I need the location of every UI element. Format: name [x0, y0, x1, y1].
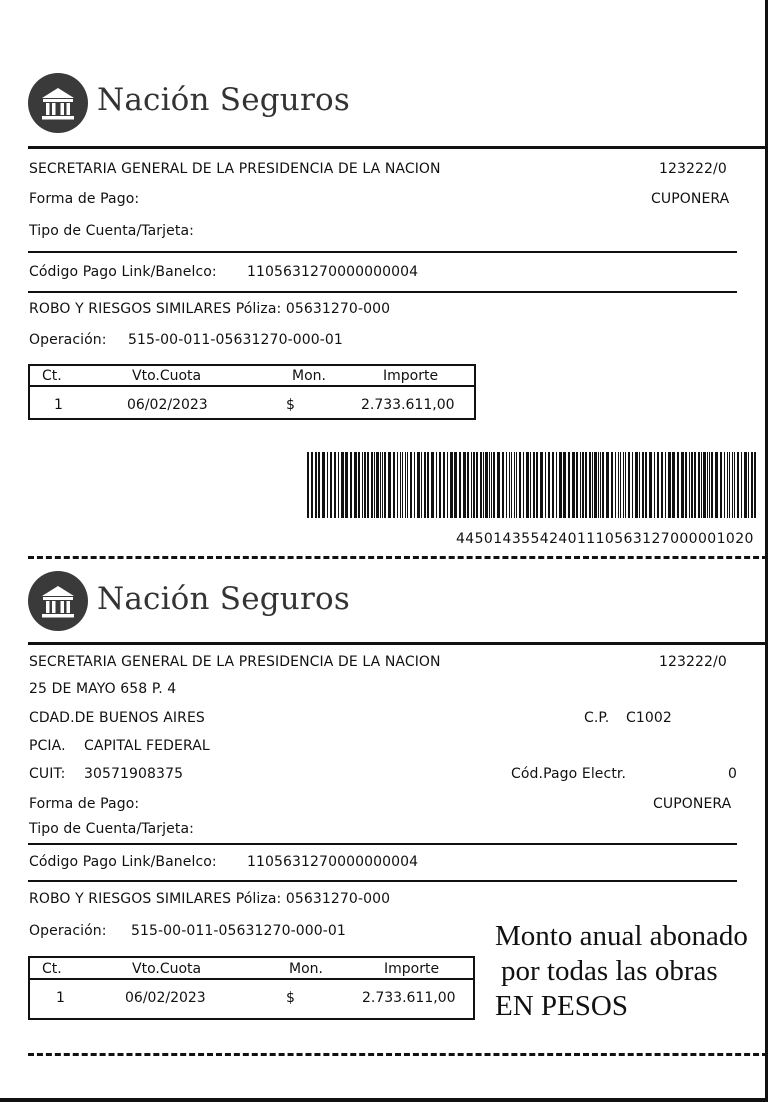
cell-mon: $	[286, 397, 295, 413]
postal-code-label: C.P.	[584, 710, 610, 726]
divider	[28, 291, 737, 293]
province-value: CAPITAL FEDERAL	[84, 738, 210, 754]
operation-value: 515-00-011-05631270-000-01	[131, 923, 346, 939]
col-header-ct: Ct.	[42, 368, 62, 384]
divider	[28, 843, 737, 845]
cell-ct: 1	[54, 397, 63, 413]
col-header-vto: Vto.Cuota	[132, 368, 202, 384]
client-number: 123222/0	[659, 654, 727, 670]
barcode-number: 44501435542401110563127000001020	[456, 531, 754, 547]
operation-label: Operación:	[29, 923, 107, 939]
bank-building-icon	[28, 73, 88, 133]
page-border-bottom	[0, 1098, 768, 1102]
client-number: 123222/0	[659, 161, 727, 177]
operation-value: 515-00-011-05631270-000-01	[128, 332, 343, 348]
annotation-line-1: Monto anual abonado	[495, 920, 748, 952]
brand-name: Nación Seguros	[97, 581, 350, 617]
cell-mon: $	[286, 990, 295, 1006]
electronic-code-label: Cód.Pago Electr.	[511, 766, 627, 782]
installment-table	[28, 364, 476, 420]
payment-form-label: Forma de Pago:	[29, 191, 140, 207]
brand-name: Nación Seguros	[97, 82, 350, 118]
divider	[28, 146, 768, 149]
electronic-code-value: 0	[728, 766, 738, 782]
cell-importe: 2.733.611,00	[362, 990, 456, 1006]
payment-form-label: Forma de Pago:	[29, 796, 140, 812]
organization-name: SECRETARIA GENERAL DE LA PRESIDENCIA DE LA NACION	[29, 654, 441, 670]
divider	[28, 251, 737, 253]
col-header-vto: Vto.Cuota	[132, 961, 202, 977]
cell-ct: 1	[56, 990, 65, 1006]
postal-code-value: C1002	[626, 710, 672, 726]
payment-form-value: CUPONERA	[653, 796, 732, 812]
col-header-importe: Importe	[383, 368, 439, 384]
link-code-value: 1105631270000000004	[247, 854, 419, 870]
col-header-mon: Mon.	[289, 961, 323, 977]
account-type-label: Tipo de Cuenta/Tarjeta:	[29, 223, 194, 239]
policy-line: ROBO Y RIESGOS SIMILARES Póliza: 05631270-000	[29, 301, 391, 317]
province-label: PCIA.	[29, 738, 66, 754]
cuit-value: 30571908375	[84, 766, 184, 782]
operation-label: Operación:	[29, 332, 107, 348]
payment-form-value: CUPONERA	[651, 191, 730, 207]
cell-vto: 06/02/2023	[127, 397, 208, 413]
col-header-importe: Importe	[384, 961, 440, 977]
barcode-icon	[307, 452, 766, 518]
col-header-mon: Mon.	[292, 368, 326, 384]
account-type-label: Tipo de Cuenta/Tarjeta:	[29, 821, 194, 837]
installment-table	[28, 956, 475, 1020]
cut-line	[28, 1053, 768, 1056]
cuit-label: CUIT:	[29, 766, 66, 782]
city: CDAD.DE BUENOS AIRES	[29, 710, 205, 726]
annotation-line-3: EN PESOS	[495, 990, 628, 1022]
link-code-value: 1105631270000000004	[247, 264, 419, 280]
organization-name: SECRETARIA GENERAL DE LA PRESIDENCIA DE LA NACION	[29, 161, 441, 177]
link-code-label: Código Pago Link/Banelco:	[29, 854, 217, 870]
link-code-label: Código Pago Link/Banelco:	[29, 264, 217, 280]
cell-importe: 2.733.611,00	[361, 397, 455, 413]
bank-building-icon	[28, 571, 88, 631]
address: 25 DE MAYO 658 P. 4	[29, 681, 177, 697]
policy-line: ROBO Y RIESGOS SIMILARES Póliza: 05631270-000	[29, 891, 391, 907]
divider	[28, 642, 768, 645]
annotation-line-2: por todas las obras	[501, 955, 718, 987]
divider	[28, 880, 737, 882]
cell-vto: 06/02/2023	[125, 990, 206, 1006]
col-header-ct: Ct.	[42, 961, 62, 977]
cut-line	[28, 556, 768, 559]
